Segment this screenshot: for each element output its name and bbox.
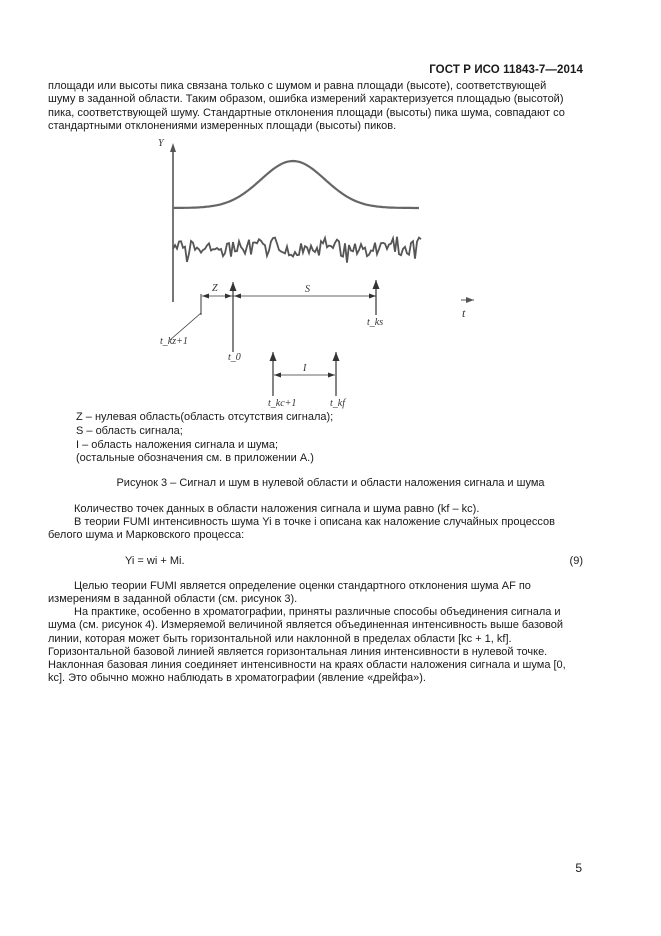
body-line: шума (см. рисунок 4). Измеряемой величиной является объединенная интенсивность выше базовой	[48, 619, 563, 632]
body-line: Целью теории FUMI является определение оценки стандартного отклонения шума AF по	[74, 580, 531, 592]
body-line: kc]. Это обычно можно наблюдать в хроматографии (явление «дрейфа»).	[48, 672, 426, 685]
z-label: Z	[212, 283, 218, 294]
ks-arrow	[373, 280, 380, 289]
t-axis-label: t	[462, 306, 466, 320]
ks-label: t_ks	[367, 317, 384, 328]
figure-legend	[76, 411, 333, 466]
kc1-label: t_kc+1	[268, 398, 297, 409]
legend-item: S – область сигнала;	[76, 424, 183, 437]
figure-3-diagram	[0, 0, 661, 420]
s-arrow-right	[369, 294, 376, 299]
body-paragraph	[48, 580, 584, 607]
equation-number: (9)	[569, 555, 583, 567]
kc1-arrow	[270, 352, 277, 361]
equation-9: Yi = wi + Mi.	[125, 555, 185, 567]
kz1-label: t_kz+1	[160, 336, 188, 347]
z-arrow-right	[225, 294, 232, 299]
body-line: На практике, особенно в хроматографии, приняты различные способы объединения сигнала и	[74, 606, 561, 618]
t-axis-arrow	[466, 297, 474, 303]
intro-line: площади или высоты пика связана только с шумом и равна площади (высоте), соответствующей	[48, 80, 547, 92]
kf-arrow	[333, 352, 340, 361]
body-line: линии, которая может быть горизонтальной или наклонной в пределах области [kc + 1, kf].	[48, 632, 512, 645]
page-number: 5	[575, 861, 582, 875]
z-arrow-left	[202, 294, 209, 299]
intro-line: пика, соответствующей шуму. Стандартные отклонения площади (высоты) пика шума, совпадают со	[48, 106, 565, 119]
figure-caption: Рисунок 3 – Сигнал и шум в нулевой области и области наложения сигнала и шума	[116, 477, 545, 489]
noise-trace	[173, 237, 421, 263]
legend-item: Z – нулевая область(область отсутствия сигнала);	[76, 411, 334, 423]
body-paragraph: Количество точек данных в области наложения сигнала и шума равно (kf – kc).	[74, 503, 480, 515]
i-label: I	[303, 363, 307, 374]
y-axis-label: Y	[158, 138, 164, 149]
body-line: измерениям в заданной области (см. рисунок 3).	[48, 593, 298, 606]
i-arrow-right	[328, 373, 335, 378]
k0-label: t_0	[228, 352, 241, 363]
signal-peak-curve	[173, 161, 419, 208]
intro-line: стандартными отклонениями измеренных площади (высоты) пиков.	[48, 119, 397, 132]
body-line: Горизонтальной базовой линией является горизонтальная линия интенсивности в нулевой точке.	[48, 645, 548, 658]
i-arrow-left	[274, 373, 281, 378]
legend-item: (остальные обозначения см. в приложении А.)	[76, 452, 314, 465]
body-line: белого шума и Марковского процесса:	[48, 529, 245, 542]
y-axis-arrow	[170, 143, 176, 152]
kf-label: t_kf	[330, 398, 345, 409]
body-paragraph	[48, 606, 584, 686]
body-line: Наклонная базовая линия соединяет интенсивности на краях области наложения сигнала и шума [0,	[48, 659, 566, 672]
intro-line: шуму в заданной области. Таким образом, ошибка измерений характеризуется площадью (высотой)	[48, 93, 564, 106]
legend-item: I – область наложения сигнала и шума;	[76, 438, 279, 451]
s-arrow-left	[234, 294, 241, 299]
body-paragraph	[48, 516, 584, 543]
document-header: ГОСТ Р ИСО 11843-7—2014	[429, 64, 583, 76]
k0-arrow	[230, 282, 237, 291]
body-line: В теории FUMI интенсивность шума Yi в точке i описана как наложение случайных процессов	[74, 516, 555, 528]
s-label: S	[305, 284, 310, 295]
